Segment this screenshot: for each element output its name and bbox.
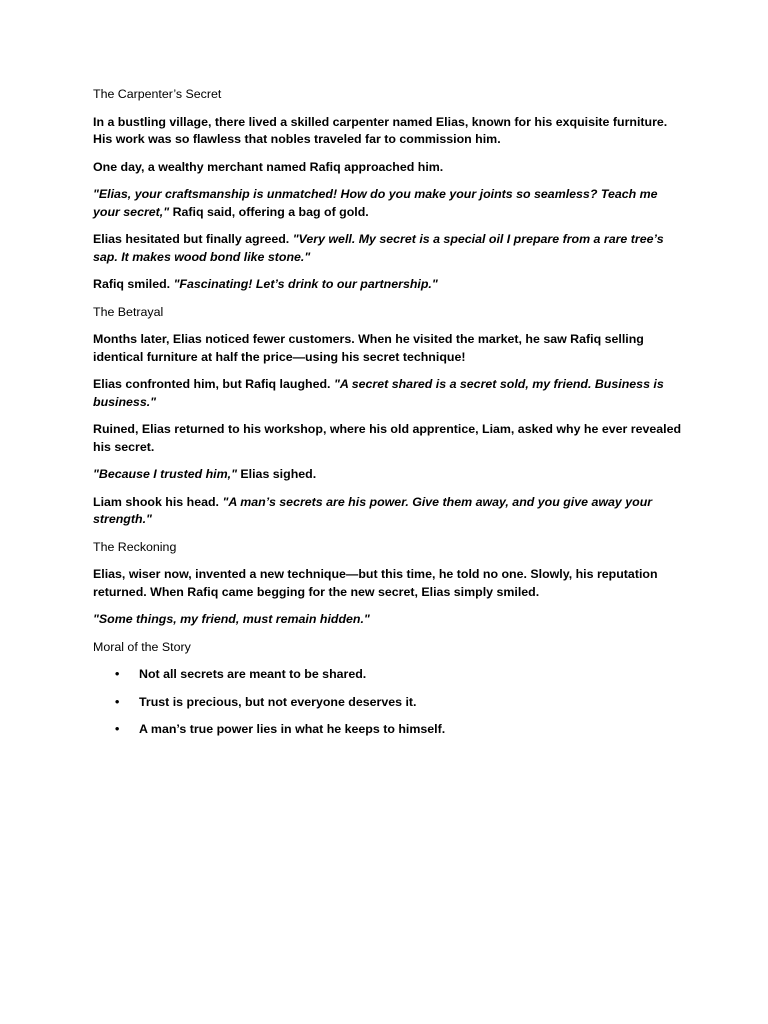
list-item bbox=[93, 721, 683, 739]
narration-text: Months later, Elias noticed fewer customers. When he visited the market, he saw Rafiq selling identical furniture at half the price—using his secret technique! bbox=[93, 332, 644, 364]
paragraph bbox=[93, 186, 683, 221]
quoted-dialogue: "Fascinating! Let’s drink to our partnership." bbox=[173, 277, 438, 291]
paragraph bbox=[93, 276, 683, 294]
paragraph bbox=[93, 376, 683, 411]
list-item bbox=[93, 666, 683, 684]
paragraph bbox=[93, 494, 683, 529]
quoted-dialogue: "Because I trusted him," bbox=[93, 467, 237, 481]
moral-list bbox=[93, 666, 683, 739]
narration-text: Elias hesitated but finally agreed. bbox=[93, 232, 293, 246]
document-title: The Carpenter’s Secret bbox=[93, 87, 222, 101]
quoted-dialogue: "Some things, my friend, must remain hidden." bbox=[93, 612, 370, 626]
paragraph bbox=[93, 114, 683, 149]
paragraph bbox=[93, 466, 683, 484]
narration-text: Liam shook his head. bbox=[93, 494, 223, 509]
narration-text: Elias confronted him, but Rafiq laughed. bbox=[93, 377, 334, 391]
document-body bbox=[93, 114, 683, 739]
paragraph bbox=[93, 566, 683, 601]
quoted-dialogue: "Very well. My secret is a special oil I prepare from a rare tree’s sap. It makes wood bond like stone." bbox=[93, 232, 664, 264]
bullet-icon: • bbox=[115, 694, 120, 709]
quoted-dialogue: "Elias, your craftsmanship is unmatched! How do you make your joints so seamless? Teach me your secret," bbox=[93, 187, 658, 219]
list-item-text: Not all secrets are meant to be shared. bbox=[139, 667, 367, 681]
section-heading: The Betrayal bbox=[93, 304, 164, 319]
paragraph bbox=[93, 159, 683, 177]
paragraph bbox=[93, 331, 683, 366]
bullet-icon: • bbox=[115, 722, 120, 736]
list-item-text: Trust is precious, but not everyone deserves it. bbox=[139, 694, 417, 709]
narration-text: Rafiq smiled. bbox=[93, 277, 174, 291]
list-item bbox=[93, 694, 683, 712]
narration-text: Ruined, Elias returned to his workshop, where his old apprentice, Liam, asked why he ever revealed his secret. bbox=[93, 422, 682, 454]
list-item-text: A man’s true power lies in what he keeps to himself. bbox=[139, 722, 446, 736]
narration-text: Rafiq said, offering a bag of gold. bbox=[169, 204, 369, 219]
paragraph bbox=[93, 231, 683, 266]
narration-text: Elias sighed. bbox=[236, 467, 317, 481]
narration-text: In a bustling village, there lived a skilled carpenter named Elias, known for his exquisite furniture. His work was so flawless that nobles traveled far to commission him. bbox=[93, 114, 668, 146]
section-heading: The Reckoning bbox=[93, 539, 177, 554]
quoted-dialogue: "A secret shared is a secret sold, my friend. Business is business." bbox=[93, 377, 664, 409]
narration-text: Elias, wiser now, invented a new technique—but this time, he told no one. Slowly, his reputation returned. When Rafiq came begging for the new secret, Elias simply smiled. bbox=[93, 567, 658, 599]
bullet-icon: • bbox=[115, 667, 120, 681]
quoted-dialogue: "A man’s secrets are his power. Give them away, and you give away your strength." bbox=[93, 494, 653, 526]
paragraph bbox=[93, 611, 683, 629]
document-page bbox=[93, 86, 683, 749]
narration-text: One day, a wealthy merchant named Rafiq approached him. bbox=[93, 159, 444, 174]
paragraph bbox=[93, 421, 683, 456]
section-heading: Moral of the Story bbox=[93, 639, 191, 654]
